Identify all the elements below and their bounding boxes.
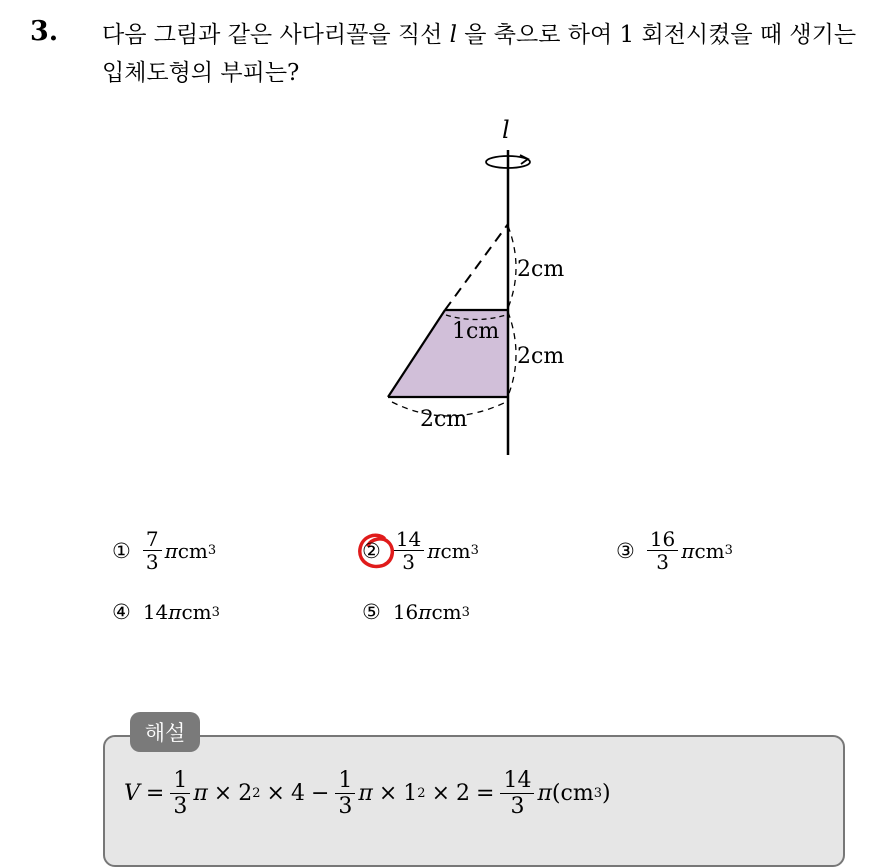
axis-label: l xyxy=(502,116,510,144)
formula-fraction-2 xyxy=(335,768,355,819)
choice-number: ① xyxy=(112,538,131,563)
formula-fraction-1 xyxy=(170,768,190,819)
formula-radius-small: 1 xyxy=(403,781,418,806)
formula-unit-exp: 3 xyxy=(593,786,602,801)
exponent: 3 xyxy=(461,604,470,620)
formula-radius: 2 xyxy=(238,781,253,806)
formula-pi: π xyxy=(358,781,373,806)
formula-pi: π xyxy=(193,781,208,806)
unit: cm xyxy=(181,600,212,624)
numerator: 7 xyxy=(143,528,162,551)
question-text-part2: 을 축으로 하여 1 회전시켰을 때 생기는 입체도형의 부피는? xyxy=(102,22,857,86)
numerator: 1 xyxy=(170,768,190,794)
rotation-arrow-head xyxy=(520,155,528,164)
formula-square: 2 xyxy=(417,786,426,801)
formula-times: × xyxy=(213,781,233,806)
formula-minus: − xyxy=(310,781,330,806)
choice-number-text: ② xyxy=(362,538,381,563)
choice-number: ③ xyxy=(616,538,635,563)
question-text xyxy=(102,16,872,92)
extension-dashed-line xyxy=(445,224,508,310)
choice-2[interactable] xyxy=(362,528,479,573)
denominator: 3 xyxy=(510,794,525,819)
choice-value: 16 xyxy=(392,600,419,624)
denominator: 3 xyxy=(173,794,188,819)
dim-label-bottom-width: 2cm xyxy=(420,407,468,432)
pi-symbol: π xyxy=(681,538,695,563)
exponent: 3 xyxy=(207,543,217,558)
formula-times: × xyxy=(431,781,451,806)
fraction xyxy=(647,528,678,573)
formula-equals: = xyxy=(145,781,165,806)
choice-number: ⑤ xyxy=(362,600,381,624)
pi-symbol: π xyxy=(164,538,178,563)
numerator: 14 xyxy=(393,528,424,551)
choice-value: 14 xyxy=(142,600,169,624)
solution-label: 해설 xyxy=(130,712,200,752)
formula-fraction-result xyxy=(500,768,534,819)
formula-height-small: 2 xyxy=(456,781,471,806)
choice-number: ④ xyxy=(112,600,131,624)
choice-number xyxy=(362,539,381,563)
choice-3[interactable] xyxy=(616,528,733,573)
denominator: 3 xyxy=(402,550,415,574)
dim-label-lower: 2cm xyxy=(517,344,565,369)
formula-square: 2 xyxy=(252,786,261,801)
formula-height: 4 xyxy=(290,781,305,806)
unit: cm xyxy=(177,538,208,563)
dim-label-upper: 2cm xyxy=(517,257,565,282)
solution-formula xyxy=(124,768,611,819)
exponent: 3 xyxy=(211,604,220,620)
unit: cm xyxy=(694,538,725,563)
denominator: 3 xyxy=(338,794,353,819)
formula-unit-open: (cm xyxy=(551,781,594,806)
formula-times: × xyxy=(378,781,398,806)
pi-symbol: π xyxy=(427,538,441,563)
choice-4[interactable] xyxy=(112,600,220,624)
exponent: 3 xyxy=(724,543,733,558)
unit: cm xyxy=(431,600,462,624)
pi-symbol: π xyxy=(168,600,182,624)
line-variable: l xyxy=(449,22,457,48)
question-text-part1: 다음 그림과 같은 사다리꼴을 직선 xyxy=(102,22,450,48)
unit: cm xyxy=(440,538,471,563)
fraction xyxy=(143,528,162,573)
choice-1[interactable] xyxy=(112,528,216,573)
exponent: 3 xyxy=(470,543,479,558)
trapezoid-rotation-figure xyxy=(340,110,600,470)
denominator: 3 xyxy=(656,550,669,574)
denominator: 3 xyxy=(145,550,159,574)
formula-unit-close: ) xyxy=(601,781,611,806)
pi-symbol: π xyxy=(418,600,432,624)
choice-5[interactable] xyxy=(362,600,470,624)
numerator: 16 xyxy=(647,528,678,551)
formula-pi: π xyxy=(537,781,552,806)
dim-label-top-width: 1cm xyxy=(452,319,500,344)
formula-equals: = xyxy=(476,781,495,806)
numerator: 14 xyxy=(500,768,534,794)
question-number: 3. xyxy=(30,16,59,47)
formula-volume-var: V xyxy=(124,781,140,806)
numerator: 1 xyxy=(335,768,355,794)
formula-times: × xyxy=(266,781,285,806)
